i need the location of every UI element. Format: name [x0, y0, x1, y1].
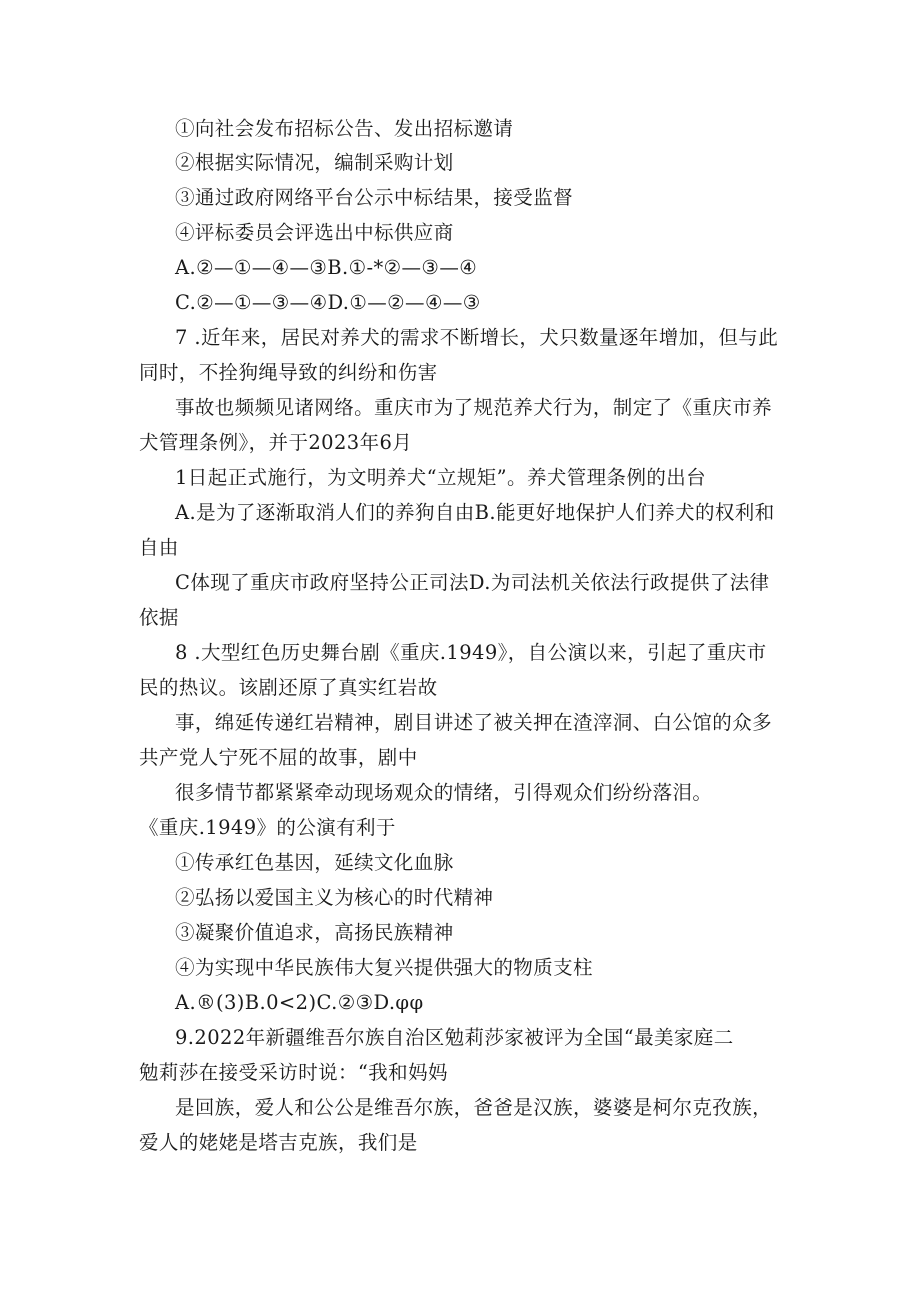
question-8-option-4: ④为实现中华民族伟大复兴提供强大的物质支柱: [175, 956, 593, 979]
question-7-text: 1日起正式施行，为文明养犬“立规矩”。养犬管理条例的出台: [175, 466, 707, 489]
question-7-choices-ab: A.是为了逐渐取消人们的养狗自由B.能更好地保护人们养犬的权利和: [175, 501, 775, 524]
question-9-text: 勉莉莎在接受采访时说：“我和妈妈: [139, 1061, 448, 1084]
question-7-text: 事故也频频见诸网络。重庆市为了规范养犬行为，制定了《重庆市养: [175, 396, 773, 419]
question-8-text: 民的热议。该剧还原了真实红岩故: [139, 676, 438, 699]
question-7-text: 同时，不拴狗绳导致的纠纷和伤害: [139, 361, 438, 384]
question-7-choices-cd: C体现了重庆市政府坚持公正司法D.为司法机关依法行政提供了法律: [175, 571, 770, 594]
question-9-text: 爱人的姥姥是塔吉克族，我们是: [139, 1131, 418, 1154]
question-8-text: 事，绵延传递红岩精神，剧目讲述了被关押在渣滓洞、白公馆的众多: [175, 711, 773, 734]
question-7-choices-cd: 依据: [139, 606, 179, 629]
option-line-4: ④评标委员会评选出中标供应商: [175, 221, 454, 244]
question-8-option-2: ②弘扬以爱国主义为核心的时代精神: [175, 886, 494, 909]
question-8-option-3: ③凝聚价值追求，高扬民族精神: [175, 921, 454, 944]
question-9-text: 9.2022年新疆维吾尔族自治区勉莉莎家被评为全国“最美家庭二: [175, 1026, 734, 1049]
answer-choices-ab: A.②—①—④—③B.①-*②—③—④: [175, 256, 478, 279]
option-line-3: ③通过政府网络平台公示中标结果，接受监督: [175, 186, 574, 209]
answer-choices-cd: C.②—①—③—④D.①—②—④—③: [175, 291, 481, 314]
question-8-text: 《重庆.1949》的公演有利于: [139, 816, 396, 839]
question-7-text: 7 .近年来，居民对养犬的需求不断增长，犬只数量逐年增加，但与此: [175, 326, 779, 349]
question-8-text: 共产党人宁死不屈的故事，剧中: [139, 746, 418, 769]
question-8-option-1: ①传承红色基因，延续文化血脉: [175, 851, 454, 874]
question-7-choices-ab: 自由: [139, 536, 179, 559]
question-8-text: 8 .大型红色历史舞台剧《重庆.1949》，自公演以来，引起了重庆市: [175, 641, 767, 664]
question-7-text: 犬管理条例》，并于2023年6月: [139, 431, 413, 454]
question-8-text: 很多情节都紧紧牵动现场观众的情绪，引得观众们纷纷落泪。: [175, 781, 713, 804]
question-9-text: 是回族，爱人和公公是维吾尔族，爸爸是汉族，婆婆是柯尔克孜族，: [175, 1096, 773, 1119]
question-8-choices: A.®(3)B.0<2)C.②③D.φφ: [175, 991, 424, 1014]
option-line-1: ①向社会发布招标公告、发出招标邀请: [175, 117, 514, 140]
option-line-2: ②根据实际情况，编制采购计划: [175, 151, 454, 174]
